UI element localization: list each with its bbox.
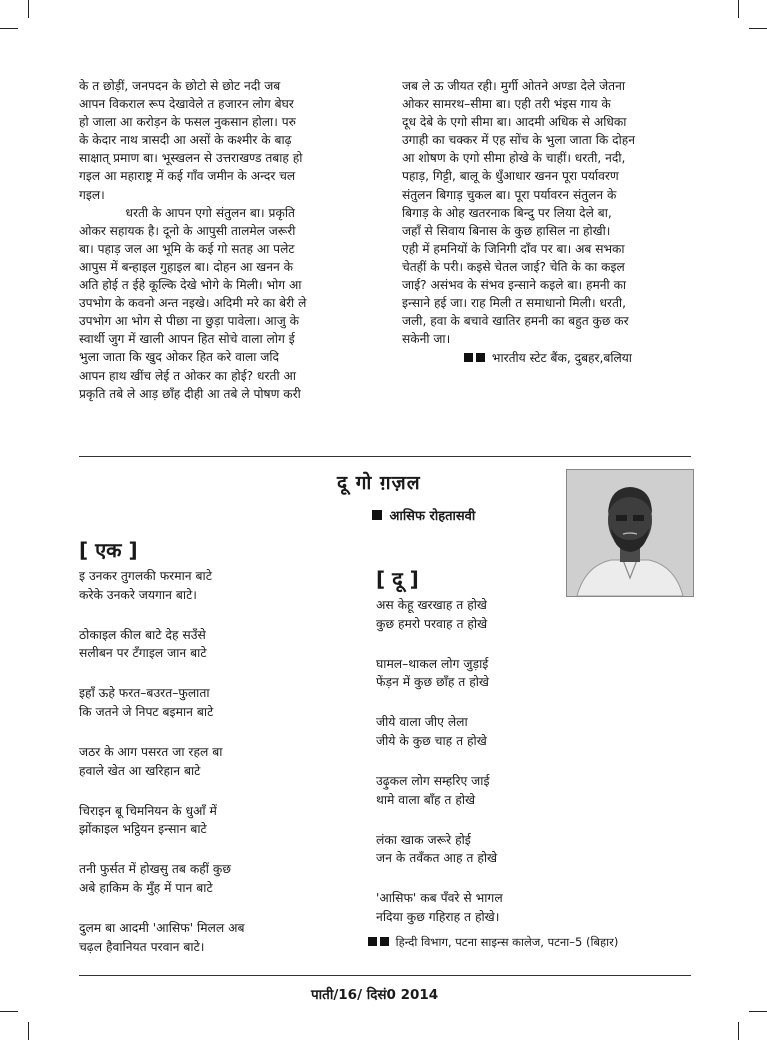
couplet: [376, 655, 676, 692]
affiliation-text: भारतीय स्टेट बैंक, दुबहर,बलिया: [491, 351, 632, 366]
poem-two-heading: [ दू ]: [376, 567, 419, 591]
article-line: दूध देबे के एगो सीमा बा। आदमी अधिक से अधिका: [402, 115, 627, 130]
square-bullet-icon: [368, 937, 377, 946]
couplet: [376, 831, 676, 868]
affiliation-text: हिन्दी विभाग, पटना साइन्स कालेज, पटना–5 (बिहार): [395, 935, 619, 949]
article-line: उपभोग के कवनो अन्त नइखे। अदिमी मरे का बेरी ले: [79, 296, 307, 311]
verse-line: कि जतने जे निपट बइमान बाटे: [79, 704, 214, 719]
verse-line: जठर के आग पसरत जा रहल बा: [79, 745, 223, 760]
couplet: [376, 713, 676, 750]
article-line: धरती के आपन एगो संतुलन बा। प्रकृति: [79, 205, 295, 220]
verse-line: सलीबन पर टँगाइल जान बाटे: [79, 646, 207, 661]
crop-mark: [749, 28, 767, 29]
article-line: गइल।: [79, 187, 105, 202]
article-line: आपुस में बन्हाइल गुहाइल बा। दोहन आ खनन के: [79, 259, 294, 274]
verse-line: जीये वाला जीए लेला: [376, 715, 468, 730]
page-footer: पाती/16/ दिसं0 2014: [311, 987, 439, 1003]
poem-one-heading: [ एक ]: [79, 538, 138, 562]
couplet: [376, 889, 676, 926]
couplet: [79, 626, 359, 663]
verse-line: नदिया कुछ गहिराह त होखे।: [376, 910, 500, 925]
verse-line: कुछ हमरो परवाह त होखे: [376, 616, 488, 631]
verse-line: दुलम बा आदमी 'आसिफ' मिलल अब: [79, 921, 245, 936]
article-line: उपभोग आ भोग से पीछा ना छुड़ा पावेला। आजु के: [79, 314, 300, 329]
couplet: [79, 743, 359, 780]
article-line: जहाँ से सिवाय बिनास के कुछ हासिल ना होखी।: [402, 223, 611, 238]
article-line: हो जाला आ करोड़न के फसल नुकसान होला। परु: [79, 115, 296, 130]
crop-mark: [0, 28, 18, 29]
article-line: गइल आ महाराष्ट्र में कई गाँव जमीन के अन्दर चल: [79, 169, 296, 184]
article-line: संतुलन बिगाड़ चुकल बा। पूरा पर्यावरन संतुलन के: [402, 187, 617, 202]
verse-line: चढ़ल हैवानियत परवान बाटे।: [79, 939, 205, 954]
verse-line: हवाले खेत आ खरिहान बाटे: [79, 763, 201, 778]
article-line: अति होई त ईहे कूल्कि देखे भोगे के मिली। भोग आ: [79, 278, 302, 293]
couplet: [376, 596, 676, 633]
poem-two-affiliation: [368, 935, 618, 950]
square-bullet-icon: [372, 510, 382, 520]
couplet: [79, 802, 359, 839]
verse-line: घामल–थाकल लोग जुड़ाई: [376, 656, 489, 671]
crop-mark: [28, 0, 29, 18]
article-line: जली, हवा के बचावे खातिर हमनी का बहुत कुछ कर: [402, 314, 629, 329]
ghazal-title: दू गो ग़ज़ल: [337, 472, 421, 494]
article-line: सकेनी जा।: [402, 332, 451, 347]
square-bullet-icon: [476, 353, 485, 362]
verse-line: जीये के कुछ चाह त होखे: [376, 733, 487, 748]
verse-line: तनी फुर्सत में होखसु तब कहीं कुछ: [79, 862, 231, 877]
verse-line: अस केहू खरखाह त होखे: [376, 598, 487, 612]
article-line: चेतहीं के परी। कइसे चेतल जाई? चेति के का कइल: [402, 259, 625, 274]
article-line: के केदार नाथ त्रासदी आ असों के कश्मीर के बाढ़: [79, 133, 292, 148]
portrait-image: [567, 470, 693, 596]
article-line: एही में हमनियों के जिनिगी दाँव पर बा। अब सभका: [402, 241, 625, 256]
verse-line: 'आसिफ' कब पँवरे से भागल: [376, 891, 503, 906]
verse-line: जन के तवँकत आह त होखे: [376, 851, 498, 866]
couplet: [376, 772, 676, 809]
verse-line: झोंकाइल भट्ठियन इन्सान बाटे: [79, 822, 207, 837]
ghazal-author: [372, 506, 475, 524]
article-line: साक्षात् प्रमाण बा। भूस्खलन से उत्तराखण्ड तबाह हो: [79, 151, 303, 166]
verse-line: अबे हाकिम के मुँह में पान बाटे: [79, 881, 213, 896]
article-line: इन्साने हई जा। राह मिली त समाधानो मिली। धरती,: [402, 296, 626, 311]
article-line: ओकर सामरथ–सीमा बा। एही तरी भंइस गाय के: [402, 97, 611, 112]
verse-line: थामे वाला बाँह त होखे: [376, 792, 476, 807]
couplet: [79, 567, 359, 604]
verse-line: ठोकाइल कील बाटे देह सउँसे: [79, 627, 206, 642]
verse-line: चिराइन बू चिमनियन के धुआँ में: [79, 803, 217, 818]
poem-one: [79, 567, 359, 978]
article-line: प्रकृति तबे ले आड़ छाँह दीही आ तबे ले पोषण करी: [79, 386, 301, 401]
couplet: [79, 684, 359, 721]
article-line: बा। पहाड़ जल आ भूमि के कई गो सतह आ पलेट: [79, 241, 295, 256]
article-line: भुला जाता कि खुद ओकर हित करे वाला जदि: [79, 350, 279, 365]
crop-mark: [738, 1022, 739, 1040]
verse-line: करेके उनकरे जयगान बाटे।: [79, 587, 197, 602]
article-line: जब ले ऊ जीयत रही। मुर्गी ओतने अण्डा देले जेतना: [402, 79, 626, 93]
article-line: पहाड़, गिट्टी, बालू के धुँआधार खनन पूरा पर्यावरण: [402, 169, 619, 184]
article-affiliation: [402, 349, 692, 367]
author-name: आसिफ रोहतासवी: [389, 509, 476, 524]
article-line: आ शोषण के एगो सीमा होखे के चाहीं। धरती, नदी,: [402, 151, 626, 166]
article-line: आपन विकराल रूप देखावेले त हजारन लोग बेघर: [79, 97, 294, 112]
article-line: ओकर सहायक है। दूनो के आपुसी तालमेल जरूरी: [79, 223, 296, 238]
article-line: जाई? असंभव के संभव इन्साने कइले बा। हमनी का: [402, 278, 627, 293]
couplet: [79, 919, 359, 956]
verse-line: इ उनकर तुगलकी फरमान बाटे: [79, 569, 212, 583]
article-line: स्वार्थी जुग में खाली आपन हित सोचे वाला लोग ई: [79, 332, 295, 347]
square-bullet-icon: [380, 937, 389, 946]
crop-mark: [738, 0, 739, 18]
square-bullet-icon: [464, 353, 473, 362]
crop-mark: [0, 1011, 18, 1012]
crop-mark: [28, 1022, 29, 1040]
section-divider: [79, 456, 691, 457]
article-line: उगाही का चक्कर में एह सोंच के भुला जाता कि दोहन: [402, 133, 635, 148]
article-line: बिगाड़ के ओह खतरनाक बिन्दु पर लिया देले बा,: [402, 205, 612, 220]
crop-mark: [749, 1011, 767, 1012]
poem-two: [376, 596, 676, 935]
verse-line: इहाँ ऊहे फरत–बउरत–फुलाता: [79, 686, 210, 701]
article-line: के त छोड़ीं, जनपदन के छोटो से छोट नदी जब: [79, 79, 281, 93]
author-photo: [566, 469, 694, 597]
couplet: [79, 860, 359, 897]
article-left-column: [79, 77, 366, 403]
article-right-column: [402, 77, 692, 368]
verse-line: फेंड़न में कुछ छाँह त होखे: [376, 675, 489, 690]
verse-line: उढ़ुकल लोग सम्हरिए जाई: [376, 774, 490, 789]
verse-line: लंका खाक जरूरे होई: [376, 832, 471, 847]
article-line: आपन हाथ खींच लेई त ओकर का होई? धरती आ: [79, 368, 296, 383]
footer-divider: [79, 975, 691, 976]
